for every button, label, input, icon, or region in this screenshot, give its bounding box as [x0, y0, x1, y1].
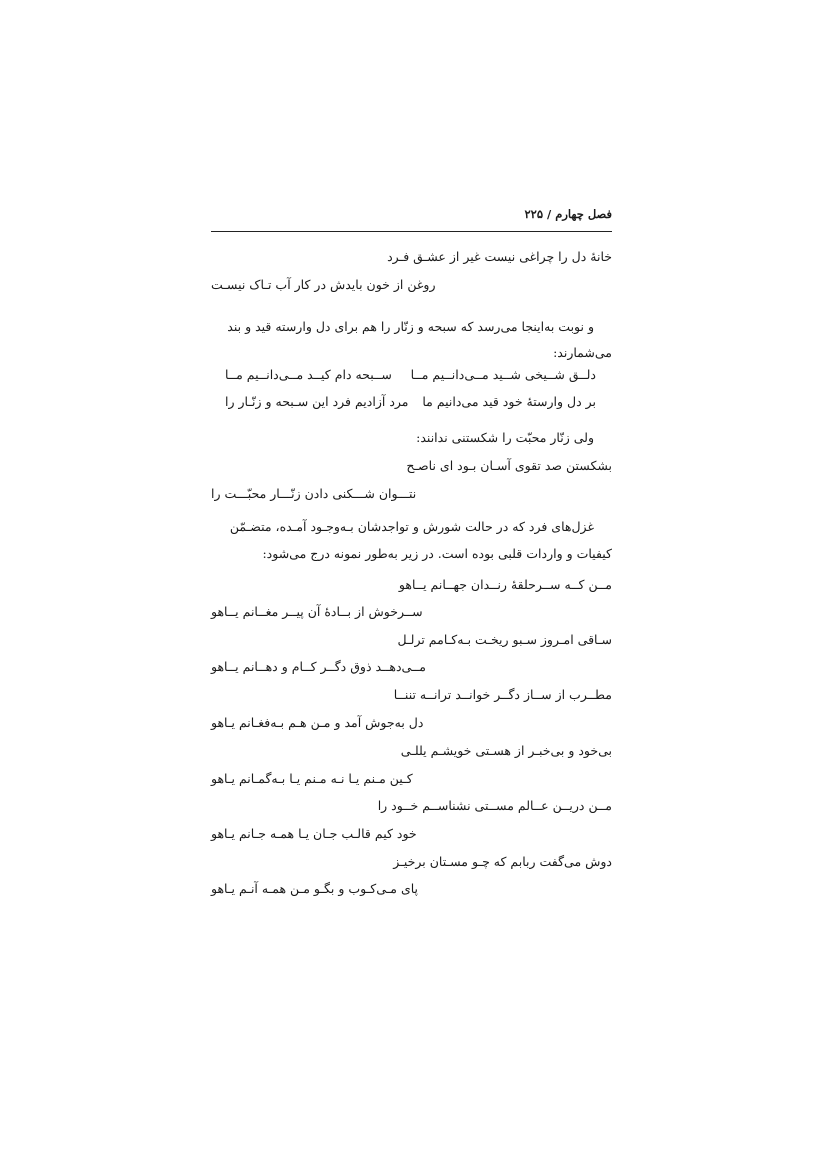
ghazal-line: دوش می‌گفت ربابم که چـو مسـتان برخیـز	[393, 854, 612, 869]
paragraph-line: می‌شمارند:	[553, 345, 612, 360]
ghazal-line: خود کیم قالـب جـان یـا همـه جـانم یـاهو	[211, 826, 417, 841]
page-header: فصل چهارم / ۲۲۵	[524, 207, 612, 221]
hemistich: بر دل وارستهٔ خود قید می‌دانیم ما	[422, 394, 596, 409]
ghazal-line: مــن دریــن عــالم مســتی نشناســم خــود را	[377, 798, 612, 813]
poem-line: بشکستن صد تقوی آسـان بـود ای ناصـح	[406, 458, 612, 473]
ghazal-line: دل به‌جوش آمد و مـن هـم بـه‌فغـانم یـاهو	[211, 715, 424, 730]
book-page	[211, 0, 612, 1169]
paragraph-line: غزل‌های فرد که در حالت شورش و تواجدشان بـه‌وجـود آمـده، متضـمّن	[229, 519, 594, 534]
hemistich: دلــق شــیخی شــید مــی‌دانــیم مــا	[410, 367, 596, 382]
ghazal-line: ســرخوش از بــادهٔ آن پیــر مغــانم یــاهو	[211, 604, 423, 619]
paragraph-line: و نوبت به‌اینجا می‌رسد که سبحه و زنّار را هم برای دل وارسته قید و بند	[227, 319, 594, 334]
ghazal-line: کـین مـنم یـا نـه مـنم یـا بـه‌گمـانم یـاهو	[211, 771, 413, 786]
poem-line: نتـــوان شـــکنی دادن زنّـــار محبّـــت را	[211, 486, 417, 501]
ghazal-line: پای مـی‌کـوب و بگـو مـن همـه آنـم یـاهو	[211, 881, 419, 896]
poem-line: روغن از خون بایدش در کار آب تـاک نیسـت	[211, 277, 436, 292]
paragraph-line: ولی زنّار محبّت را شکستنی ندانند:	[416, 430, 594, 445]
header-rule	[211, 231, 612, 232]
ghazal-line: بی‌خود و بی‌خبـر از هسـتی خویشـم یللـی	[400, 743, 612, 758]
poem-line: خانهٔ دل را چراغی نیست غیر از عشـق فـرد	[387, 249, 612, 264]
hemistich: مرد آزادیم فرد این سـبحه و زنّـار را	[225, 394, 409, 409]
paragraph-line: کیفیات و واردات قلبی بوده است. در زیر به‌طور نمونه درج می‌شود:	[262, 546, 612, 561]
ghazal-line: سـاقی امـروز سـبو ریخـت بـه‌کـامم ترلـل	[397, 632, 612, 647]
hemistich: ســبحه دام کیــد مــی‌دانــیم مــا	[225, 367, 392, 382]
ghazal-line: مطــرب از ســاز دگــر خوانــد ترانــه تننــا	[393, 687, 612, 702]
ghazal-line: مــی‌دهــد ذوق دگــر کــام و دهــانم یــاهو	[211, 659, 426, 674]
ghazal-line: مــن کــه ســرحلقهٔ رنــدان جهــانم یــاهو	[398, 577, 612, 592]
